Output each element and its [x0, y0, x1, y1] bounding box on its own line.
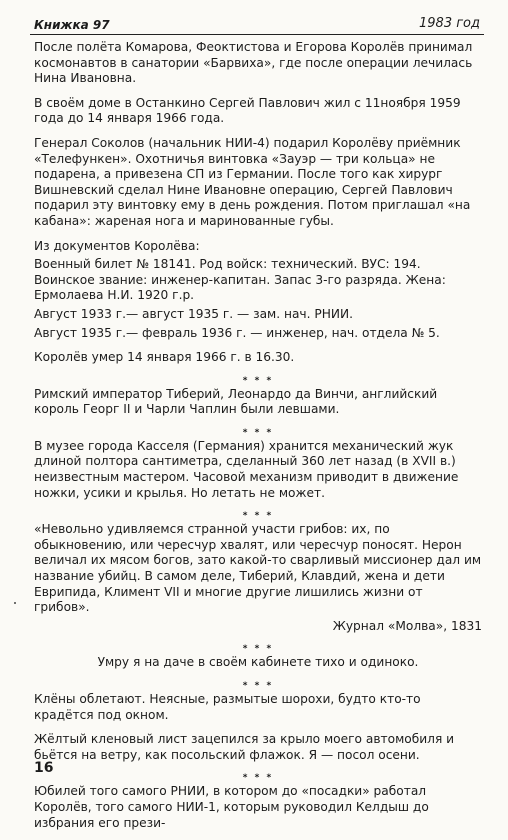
page-body	[34, 40, 482, 840]
paragraph: Военный билет № 18141. Род войск: технический. ВУС: 194. Воинское звание: инженер-капитан. Запас 3-го разряда. Жена: Ермолаева Н.И. 1920 г.р.	[34, 257, 446, 303]
paragraph: После полёта Комарова, Феоктистова и Егорова Королёв принимал космонавтов в санатории «Барвиха», где после операции лечилась Нина Ивановна.	[34, 40, 473, 86]
section-separator: * * *	[242, 681, 274, 691]
header-book-title: Книжка 97	[34, 18, 110, 32]
paragraph: В своём доме в Останкино Сергей Павлович жил с 11ноября 1959 года до 14 января 1966 года.	[34, 95, 461, 126]
paragraph: Из документов Королёва:	[34, 238, 200, 253]
section-separator: * * *	[242, 375, 274, 386]
paragraph: Юбилей того самого РНИИ, в котором до «посадки» работал Королёв, того самого НИИ-1, которым руководил Келдыш до избрания его прези-	[34, 784, 429, 830]
paragraph: Генерал Соколов (начальник НИИ-4) подарил Королёву приёмник «Телефункен». Охотничья винтовка «Зауэр — три кольца» не подарена, а привезена СП из Германии. После того как хирург Вишневский сделал Нине Ивановне операцию, Сергей Павлович подарил эту винтовку ему в день рождения. Потом приглашал «на кабана»: жареная нога и маринованные губы.	[34, 135, 471, 228]
page-number: 16	[34, 760, 54, 776]
paragraph: Август 1935 г.— февраль 1936 г. — инженер, нач. отдела № 5.	[34, 325, 440, 340]
paragraph: Римский император Тиберий, Леонардо да Винчи, английский король Георг II и Чарли Чаплин были левшами.	[34, 386, 438, 417]
paragraph: Королёв умер 14 января 1966 г. в 16.30.	[34, 350, 295, 365]
section-separator: * * *	[242, 511, 274, 522]
paragraph: Жёлтый кленовый лист зацепился за крыло моего автомобиля и бьётся на ветру, как посольский флажок. Я — посол осени.	[34, 732, 455, 762]
quote-paragraph: «Невольно удивляемся странной участи грибов: их, по обыкновению, или чересчур хвалят, или чересчур поносят. Нерон величал их мясом богов, зато какой-то сварливый миссионер дал им название убийц. В самом деле, Тиберий, Клавдий, жена и дети Еврипида, Климент VII и многие другие лишились жизни от грибов».	[34, 522, 482, 615]
paragraph: Август 1933 г.— август 1935 г. — зам. нач. РНИИ.	[34, 306, 353, 321]
header-year: 1983 год	[419, 16, 480, 31]
section-separator: * * *	[242, 773, 274, 784]
quote-source: Журнал «Молва», 1831	[332, 618, 482, 633]
section-separator: * * *	[242, 427, 274, 438]
paragraph: Клёны облетают. Неясные, размытые шорохи, будто кто-то крадётся под окном.	[34, 692, 421, 722]
paragraph: В музее города Касселя (Германия) хранится механический жук длиной полтора сантиметра, сделанный 360 лет назад (в XVII в.) неизвестным мастером. Часовой механизм приводит в движение ножки, усики и крылья. Но летать не может.	[34, 438, 459, 500]
print-speck	[14, 602, 16, 604]
paragraph: Умру я на даче в своём кабинете тихо и одиноко.	[97, 655, 419, 670]
running-header	[30, 12, 484, 35]
section-separator: * * *	[242, 644, 274, 655]
